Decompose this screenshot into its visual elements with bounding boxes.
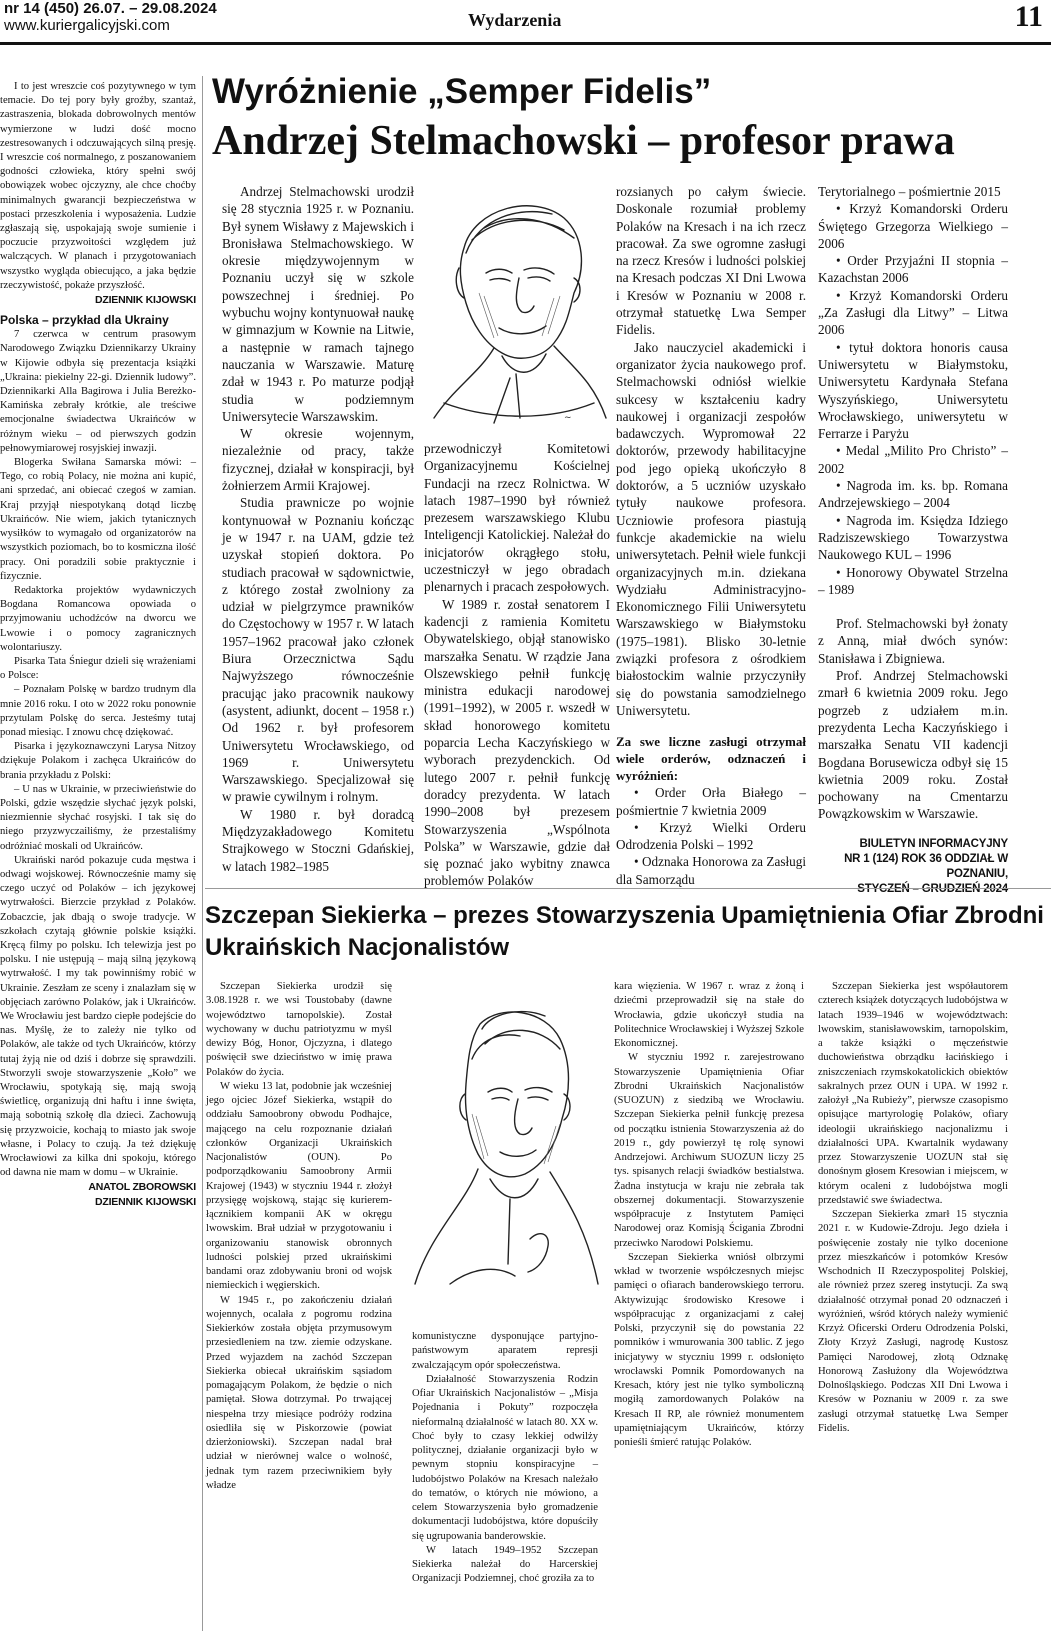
award-item: • Krzyż Komandorski Orderu Świętego Grzegorza Wielkiego – 2006 <box>818 201 1008 251</box>
left-paragraph: Redaktorka projektów wydawniczych Bogdana Romancowa opowiada o przyjmowaniu uchodźców na dworcu we Lwowie i o pomocy zagranicznych wolontariuszy. <box>0 584 196 653</box>
award-item: • Odznaka Honorowa za Zasługi dla Samorządu <box>616 854 806 887</box>
article1-title-line2: Andrzej Stelmachowski – profesor prawa <box>212 118 955 164</box>
article2-paragraph: Szczepan Siekierka jest współautorem czterech książek dotyczących ludobójstwa w latach 1939–1946 w województwach: lwowskim, stanisławowskim, tarnopolskim, a także książki o męczeństwie duchowieństwa obrządku łacińskiego i zniszczeniach rzymskokatolickich obiektów sakralnych przez OUN i UPA. W 1992 r. założył „Na Rubieży”, pierwsze czasopismo opisujące martyrologię Polaków, ofiary ideologii ukraińskiego nacjonalizmu i działalności UPA. Kwartalnik wydawany przez Stowarzyszenie UOZUN stał się donośnym głosem Kresowian i miejscem, w którym ocaleni z ludobójstwa mogli przedstawić swe świadectwa. <box>818 981 1009 1206</box>
article1-paragraph: Prof. Stelmachowski był żonaty z Anną, miał dwóch synów: Stanisława i Zbigniewa. <box>818 616 1008 666</box>
article2-paragraph: W styczniu 1992 r. zarejestrowano Stowarzyszenie Upamiętnienia Ofiar Zbrodni Ukraińskich Nacjonalistów (SUOZUN) z siedzibą we Wrocławiu. Szczepan Siekierka pełnił funkcję prezesa od początku istnienia Stowarzyszenia aż do 2019 r., gdy powierzył tę rolę synowi Andrzejowi. Archiwum SUOZUN liczy 25 tys. spisanych relacji świadków bestialstwa. Żadna instytucja w kraju nie zebrała tak obszernej dokumentacji. Stowarzyszenie współpracuje z Instytutem Pamięci Narodowej oraz Komisją Ścigania Zbrodni przeciwko Narodowi Polskiemu. <box>614 1052 804 1249</box>
article2-title: Szczepan Siekierka – prezes Stowarzyszenia Upamiętnienia Ofiar Zbrodni Ukraińskich Nacjonalistów <box>205 902 1044 961</box>
left-paragraph: Pisarka i językoznawczyni Larysa Nitzoy dziękuje Polakom i zachęca Ukraińców do brania przykładu z Polski: <box>0 741 196 781</box>
page-number: 11 <box>1014 0 1043 33</box>
article1-paragraph: W okresie wojennym, niezależnie od pracy, także fizycznej, działał w konspiracji, był żołnierzem Armii Krajowej. <box>222 426 414 494</box>
article1-column-2 <box>424 440 610 889</box>
left-subheading: Polska – przykład dla Ukrainy <box>0 313 169 328</box>
source-line <box>818 882 1008 897</box>
award-item: Terytorialnego – pośmiertnie 2015 <box>818 184 1001 199</box>
masthead-info <box>4 0 217 34</box>
article2-column-1 <box>206 980 392 1630</box>
article1-paragraph: Prof. Andrzej Stelmachowski zmarł 6 kwietnia 2009 roku. Jego pogrzeb z udziałem m.in. prezydenta Lecha Kaczyńskiego i marszałka Senatu VII kadencji Bogdana Borusewicza odbył się 15 kwietnia 2009 roku. Został pochowany na Cmentarzu Powązkowskim w Warszawie. <box>818 668 1008 822</box>
left-column <box>0 80 196 1630</box>
article1-paragraph: Jako nauczyciel akademicki i organizator życia naukowego prof. Stelmachowski odniósł wielkie sukcesy w kształceniu kadry naukowej i organizacji zespołów badawczych. Wypromował 22 doktorów, przewody habilitacyjne pod jego opieką ukończyło 8 doktorów, a 5 uczniów uzyskało tytuły naukowe profesora. Uczniowie profesora piastują funkcje akademickie na wielu uniwersytetach. Pełnił wiele funkcji organizacyjnych m.in. dziekana Wydziału Administracyjno-Ekonomicznego Filii Uniwersytetu Warszawskiego w Białymstoku (1975–1981). Blisko 30-letnie związki profesora z ośrodkiem białostockim walnie przyczyniły się do powstania samodzielnego Uniwersytetu. <box>616 339 806 718</box>
article1-paragraph: Andrzej Stelmachowski urodził się 28 stycznia 1925 r. w Poznaniu. Był synem Wisławy z Majewskich i Bronisława Stelmachowskiego. W okresie międzywojennym w Poznaniu uczył się w szkole powszechnej i średniej. Po wybuchu wojny kontynuował naukę w gimnazjum w Kownie na Litwie, a następnie w ramach tajnego nauczania w Warszawie. Maturę zdał w 1943 r. Po maturze podjął studia w podziemnym Uniwersytecie Warszawskim. <box>222 184 414 424</box>
source-line: NR 1 (124) ROK 36 ODDZIAŁ W POZNANIU, <box>844 852 1008 880</box>
award-item: • Nagroda im. ks. bp. Romana Andrzejewskiego – 2004 <box>818 478 1008 511</box>
award-item: • Krzyż Wielki Orderu Odrodzenia Polski – 1992 <box>616 819 806 853</box>
article1-paragraph: Studia prawnicze po wojnie kontynuował w Poznaniu kończąc je w 1947 r. na UAM, gdzie też uzyskał stopień doktora. Po studiach pracował w sądownictwie, z którego został zwolniony za udział w pielgrzymce prawników do Częstochowy w 1957 r. W latach 1957–1962 pracował jako członek Biura Orzecznictwa Sądu Najwyższego równocześnie pracując jako pracownik naukowy (asystent, adiunkt, docent – 1958 r.) Od 1962 r. był profesorem Uniwersytetu Wrocławskiego, od 1969 r. Uniwersytetu Warszawskiego. Specjalizował się w prawie cywilnym i rolnym. <box>222 495 414 805</box>
section-title: Wydarzenia <box>468 10 562 30</box>
article2-paragraph: Szczepan Siekierka wniósł olbrzymi wkład w tworzenie współczesnych miejsc pamięci o ofiarach banderowskiego terroru. Aktywizując środowisko Kresowe i współpracując z organizacjami z całej Polski, przyczynił się do powstania 22 pomników i wmurowania 300 tablic. Z jego inicjatywy w styczniu 1999 r. odsłonięto wrocławski Pomnik Pomordowanych na Kresach, który jest nie tylko symboliczną mogiłą zamordowanych Polaków na Kresach II RP, ale również monumentem upamiętniającym Ukraińców, którzy ponieśli śmierć ratując Polaków. <box>614 1251 804 1448</box>
website-link[interactable]: www.kuriergalicyjski.com <box>4 17 170 34</box>
issue-number: nr 14 (450) 26.07. – 29.08.2024 <box>4 0 217 17</box>
article2-paragraph: kara więzienia. W 1967 r. wraz z żoną i dziećmi przeprowadził się na stałe do Wrocławia, gdzie ukończył studia na Politechnice Wrocławskiej i Wyższej Szkole Ekonomicznej. <box>614 981 804 1049</box>
article2-paragraph: W wieku 13 lat, podobnie jak wcześniej jego ojciec Józef Siekierka, wstąpił do oddziału Samoobrony obwodu Podhajce, mającego na celu rozpoznanie działań członków Organizacji Ukraińskich Nacjonalistów (OUN). Po podporządkowaniu Samoobrony Armii Krajowej (1943) w styczniu 1944 r. złożył przysięgę wojskową, stając się kurierem-łącznikiem kompanii AK w okręgu lwowskim. Brał udział w przygotowaniu i organizowaniu stanowisk obronnych ludności polskiej przed ukraińskimi bandami oraz zdobywaniu broni od wojsk niemieckich i węgierskich. <box>206 1080 392 1292</box>
artist-signature: ~ <box>564 413 572 423</box>
left-intro-signature: DZIENNIK KIJOWSKI <box>94 294 196 307</box>
article1-paragraph: rozsianych po całym świecie. Doskonale rozumiał problemy Polaków na Kresach i na ich rzecz pracował. Za swe ogromne zasługi na rzecz Kresów i ludności polskiej na Kresach podczas XI Dni Lwowa i Kresów w Poznaniu w 2008 r. otrzymał statuetkę Lwa Semper Fidelis. <box>616 184 806 338</box>
left-paragraph: 7 czerwca w centrum prasowym Narodowego Związku Dziennikarzy Ukrainy w Kijowie odbyła się prezentacja książki „Ukraina: piekielny 22-gi. Dziennik ludowy”. Dziennikarki Alla Bagirowa i Julia Bereżko-Kamińska zebrały krótkie, ale treściwe emocjonalne świadectwa Ukraińców w różnym wieku – od pierwszych godzin pełnowymiarowej rosyjskiej inwazji. <box>0 329 196 454</box>
left-signature-author: ANATOL ZBOROWSKI <box>88 1181 196 1194</box>
source-line: BIULETYN INFORMACYJNY <box>859 837 1008 850</box>
article1-title-line1: Wyróżnienie „Semper Fidelis” <box>212 72 712 111</box>
article2-paragraph: W 1945 r., po zakończeniu działań wojennych, ocalała z pogromu rodzina Siekierków została objęta przymusowym przesiedleniem na tzw. ziemie odzyskane. Przed wyjazdem na zachód Szczepan Siekierka obiecał ukraińskim sąsiadom pomagającym Polakom, że będzie o nich pamiętał. Słowa dotrzymał. Po trwającej niespełna trzy miesiące podróży rodzina osiedliła się w Piskorzowie (powiat dzierżoniowski). Szczepan nadal brał udział w nierównej walce o wolność, jednak tym razem przeciwnikiem były władze <box>206 1294 392 1491</box>
left-paragraph: Pisarka Tata Śniegur dzieli się wrażeniami o Polsce: <box>0 655 196 682</box>
award-item: • Honorowy Obywatel Strzelna – 1989 <box>818 564 1008 597</box>
award-item: • Order Przyjaźni II stopnia – Kazachstan 2006 <box>818 253 1008 286</box>
left-intro-paragraph: I to jest wreszcie coś pozytywnego w tym temacie. Do tej pory były groźby, szantaż, zastraszenia, blokada dobrowolnych mentów wymierzone w ludzi dość mocno zestresowanych i odczuwających silną presję. I wreszcie coś normalnego, z poszanowaniem godności człowieka, który spełni swój obowiązek wobec ojczyzny, ale chce choćby minimalnych gwarancji bezpieczeństwa w postaci przeszkolenia i wyposażenia. Ludzie zgłaszają się, uspokajają swoje sumienie i poczucie przyzwoitości względem już walczących. W planach i przygotowaniach wszystko wygląda obiecująco, a jaka będzie rzeczywistość, pokaże przyszłość. <box>0 81 196 291</box>
award-item: • Nagroda im. Księdza Idziego Radziszewskiego Towarzystwa Naukowego KUL – 1996 <box>818 512 1008 563</box>
column-divider <box>202 76 203 1631</box>
left-signature-source: DZIENNIK KIJOWSKI <box>94 1195 196 1208</box>
article2-paragraph: W latach 1949–1952 Szczepan Siekierka należał do Harcerskiej Organizacji Podziemnej, choć groziła za to <box>412 1544 598 1585</box>
article1-column-1 <box>222 183 414 877</box>
award-item: • Order Orła Białego – pośmiertnie 7 kwietnia 2009 <box>616 785 806 818</box>
awards-heading: Za swe liczne zasługi otrzymał wiele orderów, odznaczeń i wyróżnień: <box>616 734 806 784</box>
article1-paragraph: przewodniczył Komitetowi Organizacyjnemu Kościelnej Fundacji na rzecz Rolnictwa. W latach 1987–1990 był również prezesem warszawskiego Klubu Inteligencji Katolickiej. Należał do inicjatorów okrągłego stołu, uczestniczył w jego obradach plenarnych i pracach zespołowych. <box>424 441 610 595</box>
article1-column-4 <box>818 183 1008 880</box>
award-item: • tytuł doktora honoris causa Uniwersytetu w Białymstoku, Uniwersytetu Kardynała Stefana Wyszyńskiego, Uniwersytetu Wrocławskiego, uniwersytetu w Ferrarze i Paryżu <box>818 339 1008 442</box>
article1-column-3 <box>616 183 806 887</box>
stelmachowski-portrait-sketch <box>424 178 608 436</box>
article2-column-3 <box>614 980 804 1630</box>
award-item: • Krzyż Komandorski Orderu „Za Zasługi dla Litwy” – Litwa 2006 <box>818 287 1008 338</box>
header-rule <box>0 42 1051 45</box>
article2-paragraph: komunistyczne dysponujące partyjno-państwowym aparatem represji zwalczającym opór społeczeństwa. <box>412 1331 598 1371</box>
left-paragraph: Ukraiński naród pokazuje cuda męstwa i odwagi wojskowej. Równocześnie mamy się czego uczyć od Polaków – ich językowej wytrwałości. Bierzcie przykład z Polaków. Zobaczcie, jak dbają o swoje tradycje. W szkołach czytają głównie polskie książki. Kręcą filmy po polsku. Ich telewizja jest po polsku. I nie ustępują – mają silną językową wytrwałość. I my tak powinniśmy robić w Ukrainie. Zeszłam ze sceny i znalazłam się w objęciach zarówno Polaków, jak i Ukraińców. We Wrocławiu jest bardzo ciepłe podejście do nas. Myślę, że to zależy nie tylko od Polaków, ale także od tych Ukraińców, którzy tutaj żyją nie od dziś i dobrze się sprawdzili. Stworzyli swoje stowarzyszenie „Koło” we Wrocławiu, spotykają się, mają swoją świetlicę, organizują dni haftu i inne święta, mają sobotnią szkołę dla dzieci. Zachowują się przyzwoicie, kochają to miasto jak swoje własne, i Polacy to czują. Ja też dziękuję Wrocławiowi za kilka dni spokoju, którego od dawna nie mam w domu – w Ukrainie. <box>0 854 196 1179</box>
article2-paragraph: Działalność Stowarzyszenia Rodzin Ofiar Ukraińskich Nacjonalistów – „Misja Pojednania i Pokuty” rozpoczęła nieformalną działalność w latach 80. XX w. Choć były to czasy lekkiej odwilży politycznej, działanie organizacji było w pewnym stopniu konspiracyjne – ludobójstwo Polaków na Kresach należało do tematów, o których nie mówiono, a celem Stowarzyszenia było gromadzenie dokumentacji ludobójstwa, które dopuściły się ugrupowania banderowskie. <box>412 1373 598 1542</box>
article1-paragraph: W 1980 r. był doradcą Międzyzakładowego Komitetu Strajkowego w Stoczni Gdańskiej, w latach 1982–1985 <box>222 806 414 874</box>
left-paragraph: – U nas w Ukrainie, w przeciwieństwie do Polski, gdzie wszędzie słychać język polski, niezmiennie słychać rosyjski. I tak się do niego przyzwyczailiśmy, że przestaliśmy odróżniać moskali od Ukraińców. <box>0 783 196 852</box>
article1-paragraph: W 1989 r. został senatorem I kadencji z ramienia Komitetu Obywatelskiego, objął stanowisko marszałka Senatu. W rządzie Jana Olszewskiego pełnił funkcję ministra edukacji narodowej (1991–1992), w 2005 r. wszedł w skład honorowego komitetu poparcia Lecha Kaczyńskiego w wyborach prezydenckich. Od lutego 2007 r. pełnił funkcję doradcy prezydenta. W latach 1990–2008 był prezesem Stowarzyszenia „Wspólnota Polska” w Warszawie, gdzie dał się poznać jako wybitny znawca problemów Polaków <box>424 596 610 889</box>
left-paragraph: Blogerka Swiłana Samarska mówi: – Tego, co robią Polacy, nie można ani kupić, ani sprzedać, ani obiecać czegoś w zamian. Kraj przyjął niespotykaną dotąd liczbę Ukraińców. Nie wiem, jakich tytanicznych wysiłków to wymagało od organizatorów na wszystkich poziomach, bo to kosmiczna ilość pracy. Oni poradzili sobie praktycznie i fizycznie. <box>0 457 196 582</box>
left-paragraph: – Poznałam Polskę w bardzo trudnym dla mnie 2016 roku. I oto w 2022 roku ponownie przytulam Polskę do serca. Jesteśmy tutaj ponad miesiąc. I znowu chcę dziękować. <box>0 684 196 738</box>
award-item: • Medal „Milito Pro Christo” – 2002 <box>818 443 1008 476</box>
article2-column-2 <box>412 1330 598 1630</box>
article2-paragraph: Szczepan Siekierka urodził się 3.08.1928 r. we wsi Toustobaby (dawne województwo tarnopolskie). Został wychowany w duchu patriotyzmu w myśl dewizy Bóg, Honor, Ojczyzna, i dlatego poświęcił swe dzieciństwo w imię prawa Polaków do życia. <box>206 981 392 1078</box>
article2-column-4 <box>818 980 1008 1630</box>
article-divider <box>205 888 1051 889</box>
siekierka-portrait-sketch <box>410 984 600 1324</box>
article2-paragraph: Szczepan Siekierka zmarł 15 stycznia 2021 r. w Kudowie-Zdroju. Jego dzieła i poświęcenie zostały nie tylko docenione przez mieszkańców i potomków Kresów Wschodnich II Rzeczypospolitej Polskiej, ale również przez szereg instytucji. Za swą działalność otrzymał ponad 20 odznaczeń i wyróżnień, wśród których należy wymienić Krzyż Oficerski Orderu Odrodzenia Polski, Złoty Krzyż Zasługi, nagrodę Kustosz Pamięci Narodowej, złotą Odznakę Honorową Zasłużony dla Województwa Dolnośląskiego. Podczas XII Dni Lwowa i Kresów w Poznaniu w 2009 r. za swe zasługi otrzymał statuetkę Lwa Semper Fidelis. <box>818 1209 1008 1434</box>
